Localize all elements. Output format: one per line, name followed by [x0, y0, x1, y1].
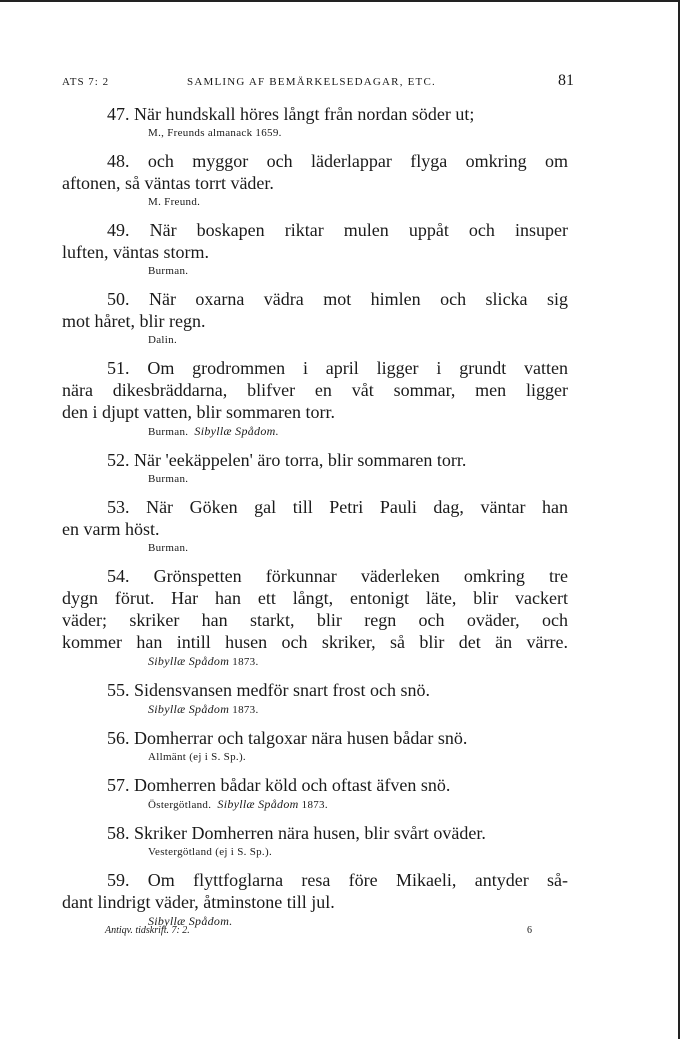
entry-line: kommer han intill husen och skriker, så blir det än värre. — [62, 632, 568, 652]
entry-53 — [62, 496, 568, 555]
entry-51 — [62, 357, 568, 439]
entry-line: 56. Domherrar och talgoxar nära husen bådar snö. — [107, 728, 468, 748]
entry-line: 59. Om flyttfoglarna resa före Mikaeli, antyder så- — [107, 870, 568, 890]
entry-line: dant lindrigt väder, åtminstone till jul. — [62, 892, 335, 912]
entry-line: den i djupt vatten, blir sommaren torr. — [62, 402, 335, 422]
entry-source — [62, 797, 568, 812]
entry-source: Vestergötland (ej i S. Sp.). — [148, 846, 272, 858]
entry-line: nära dikesbräddarna, blifver en våt sommar, men ligger — [62, 380, 568, 400]
entry-list — [62, 103, 568, 929]
footer-journal: Antiqv. tidskrift. 7: 2. — [105, 925, 190, 936]
source-year: 1873. — [232, 656, 259, 668]
entry-47 — [62, 103, 568, 140]
entry-line: aftonen, så väntas torrt väder. — [62, 173, 274, 193]
entry-line: mot håret, blir regn. — [62, 311, 206, 331]
entry-line: 51. Om grodrommen i april ligger i grundt vatten — [107, 358, 568, 378]
running-header — [62, 72, 574, 92]
header-signature: ATS 7: 2 — [62, 76, 110, 88]
source-work: Sibyllæ Spådom — [148, 702, 230, 716]
entry-59 — [62, 869, 568, 929]
entry-line: 55. Sidensvansen medför snart frost och snö. — [107, 680, 430, 700]
entry-line: luften, väntas storm. — [62, 242, 209, 262]
entry-line: en varm höst. — [62, 519, 160, 539]
entry-line: dygn förut. Har han ett långt, entonigt läte, blir vackert — [62, 588, 568, 608]
entry-50 — [62, 288, 568, 347]
entry-52 — [62, 449, 568, 486]
source-region: Östergötland. — [148, 799, 212, 811]
source-year: 1873. — [232, 704, 259, 716]
entry-54 — [62, 565, 568, 669]
entry-source — [62, 702, 568, 717]
entry-line: 53. När Göken gal till Petri Pauli dag, väntar han — [107, 497, 568, 517]
entry-line: 52. När 'eekäppelen' äro torra, blir sommaren torr. — [107, 450, 467, 470]
entry-line: 58. Skriker Domherren nära husen, blir svårt oväder. — [107, 823, 486, 843]
source-work: Sibyllæ Spådom. — [194, 424, 279, 438]
entry-55 — [62, 679, 568, 717]
entry-line: 57. Domherren bådar köld och oftast äfven snö. — [107, 775, 451, 795]
entry-line: väder; skriker han starkt, blir regn och oväder, och — [62, 610, 568, 630]
entry-line: 54. Grönspetten förkunnar väderleken omkring tre — [107, 566, 568, 586]
entry-line: 48. och myggor och läderlappar flyga omkring om — [107, 151, 568, 171]
entry-48 — [62, 150, 568, 209]
entry-57 — [62, 774, 568, 812]
page-footer — [62, 925, 532, 941]
entry-line: 47. När hundskall höres långt från nordan söder ut; — [107, 104, 475, 124]
entry-58 — [62, 822, 568, 859]
page-border-top — [0, 0, 680, 2]
source-work: Sibyllæ Spådom — [217, 797, 299, 811]
entry-line: 50. När oxarna vädra mot himlen och slicka sig — [107, 289, 568, 309]
source-year: 1873. — [301, 799, 328, 811]
source-work: Sibyllæ Spådom — [148, 654, 230, 668]
entry-source — [62, 424, 568, 439]
source-work: Sibyllæ Spådom. — [148, 914, 233, 928]
entry-56 — [62, 727, 568, 764]
entry-source: Burman. — [148, 265, 189, 277]
entry-source: Burman. — [148, 542, 189, 554]
entry-source: Dalin. — [148, 334, 177, 346]
entry-source: Allmänt (ej i S. Sp.). — [148, 751, 246, 763]
entry-source — [62, 654, 568, 669]
source-author: Burman. — [148, 426, 189, 438]
page-number: 81 — [558, 72, 574, 89]
entry-line: 49. När boskapen riktar mulen uppåt och insuper — [107, 220, 568, 240]
entry-source: Burman. — [148, 473, 189, 485]
header-title: SAMLING AF BEMÄRKELSEDAGAR, ETC. — [187, 76, 436, 88]
entry-49 — [62, 219, 568, 278]
entry-source: M. Freund. — [148, 196, 201, 208]
entry-source: M., Freunds almanack 1659. — [148, 127, 282, 139]
footer-signature-number: 6 — [527, 925, 532, 936]
